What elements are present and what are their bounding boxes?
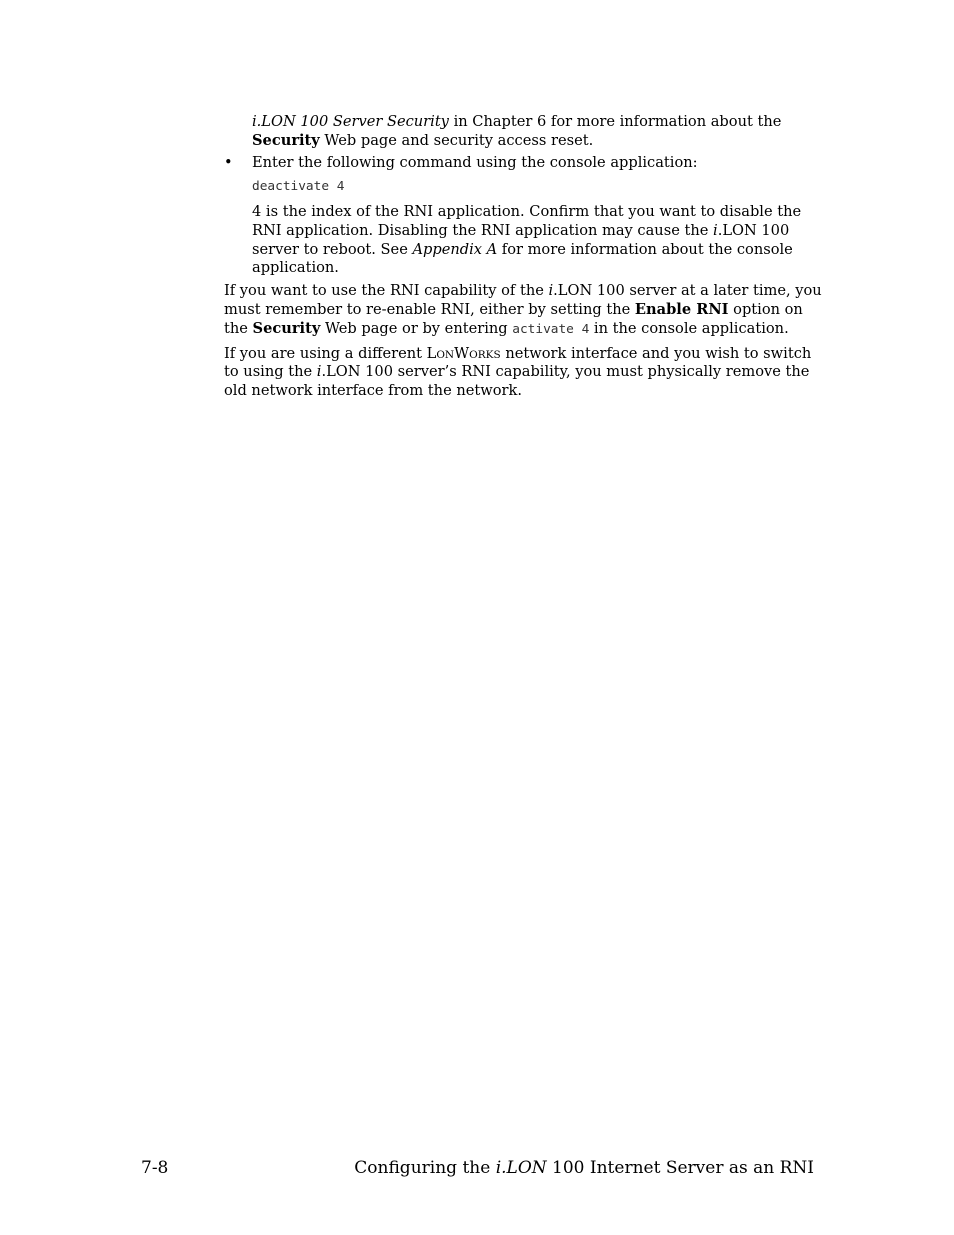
bullet-text: Enter the following command using the console application: bbox=[252, 154, 698, 171]
command-code: deactivate 4 bbox=[252, 179, 345, 194]
para1-line-1: If you want to use the RNI capability of the i.LON 100 server at a later time, you bbox=[224, 282, 822, 299]
para2-line-2: to using the i.LON 100 server’s RNI capability, you must physically remove the bbox=[224, 363, 810, 380]
para2-line-1: If you are using a different LONWORKS network interface and you wish to switch bbox=[224, 345, 812, 362]
bullet-desc-line-3: server to reboot. See Appendix A for more information about the console bbox=[252, 241, 793, 258]
para2-line-3: old network interface from the network. bbox=[224, 382, 522, 399]
chapter-reference: i.LON 100 Server Security bbox=[252, 113, 449, 130]
footer-title: Configuring the i.LON 100 Internet Server as an RNI bbox=[354, 1158, 814, 1178]
activate-code: activate 4 bbox=[512, 322, 590, 337]
bullet-desc-line-2: RNI application. Disabling the RNI application may cause the i.LON 100 bbox=[252, 222, 790, 239]
bullet-icon: • bbox=[224, 154, 233, 171]
para1-line-3: the Security Web page or by entering activate 4 in the console application. bbox=[224, 320, 789, 337]
enable-rni-term: Enable RNI bbox=[634, 301, 729, 318]
continuation-line-1: i.LON 100 Server Security in Chapter 6 for more information about the bbox=[252, 113, 782, 130]
appendix-reference: Appendix A bbox=[412, 241, 498, 258]
security-term: Security bbox=[252, 132, 320, 149]
para1-line-2: must remember to re-enable RNI, either by setting the Enable RNI option on bbox=[224, 301, 803, 318]
bullet-desc-line-1: 4 is the index of the RNI application. Confirm that you want to disable the bbox=[252, 203, 802, 220]
bullet-desc-line-4: application. bbox=[252, 259, 339, 276]
continuation-line-2: Security Web page and security access reset. bbox=[252, 132, 594, 149]
page-number: 7-8 bbox=[141, 1158, 169, 1178]
security-term: Security bbox=[252, 320, 321, 337]
